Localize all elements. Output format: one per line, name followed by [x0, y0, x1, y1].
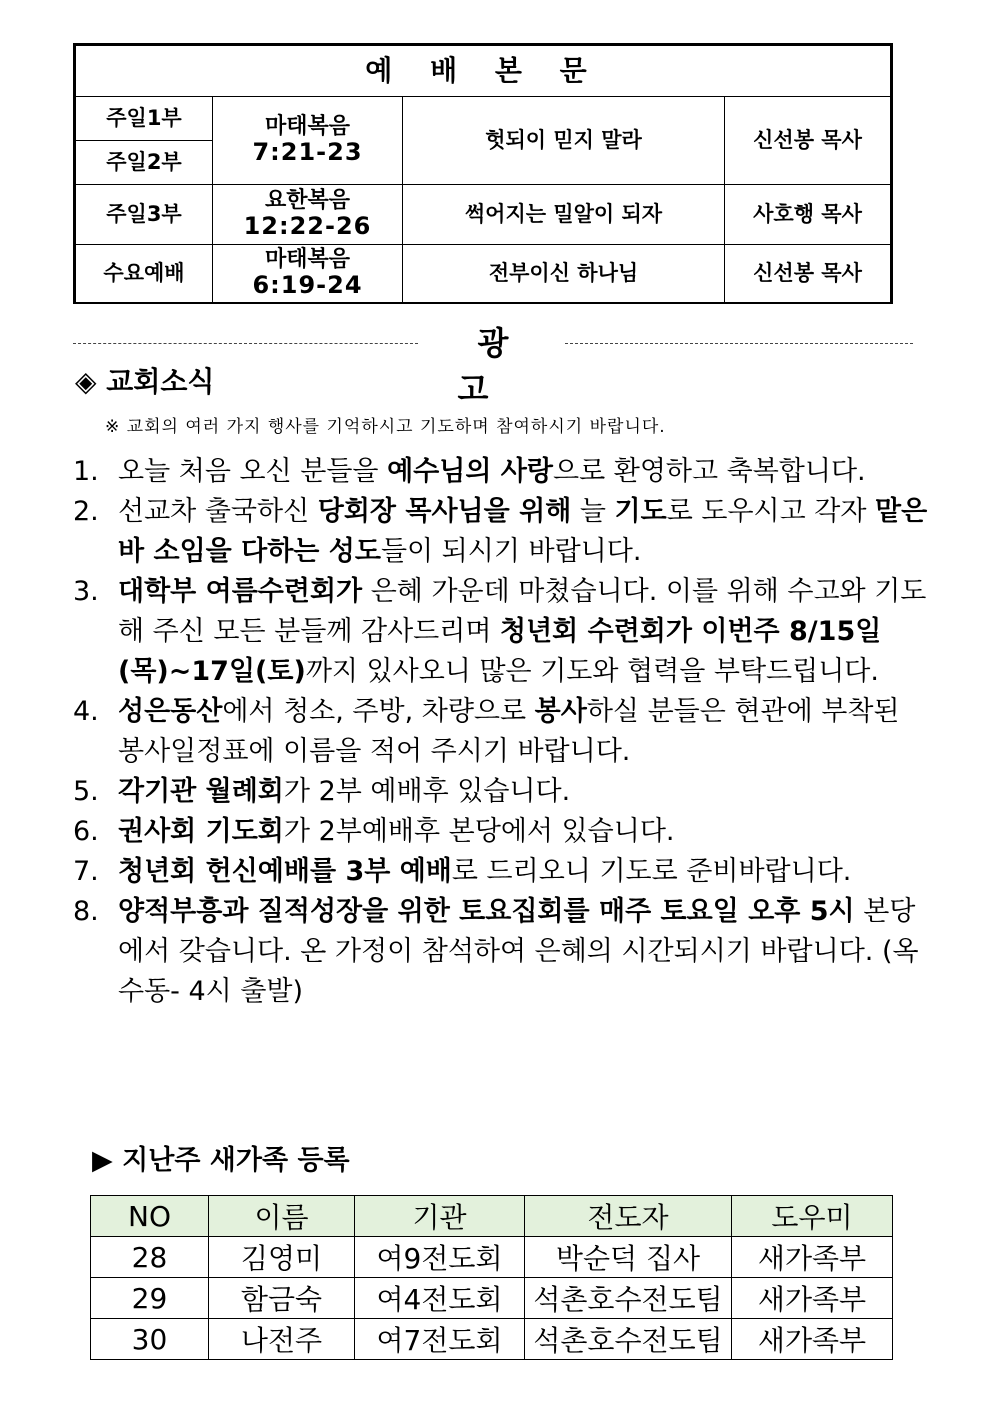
list-item	[73, 492, 933, 572]
table-cell: 함금숙	[209, 1278, 355, 1319]
dashed-divider	[565, 343, 913, 344]
item-number: 4.	[73, 696, 99, 727]
item-text	[118, 892, 933, 1012]
scripture-cell	[213, 245, 403, 303]
item-plain: 은혜 가운데 마쳤습니다. 이를 위해 수고와 기도해 주신 모든 분들께 감사드리며	[118, 576, 927, 647]
list-item	[73, 772, 933, 812]
announcement-list	[73, 452, 933, 1012]
item-number: 6.	[73, 816, 99, 847]
item-text	[118, 772, 933, 812]
item-number: 7.	[73, 856, 99, 887]
table-header-row	[91, 1196, 893, 1237]
list-item	[73, 452, 933, 492]
scripture-book: 마태복음	[264, 247, 350, 273]
item-number: 1.	[73, 456, 99, 487]
scripture-ref: 6:19-24	[252, 271, 363, 300]
scripture-book: 요한복음	[264, 188, 350, 214]
sermon-title: 헛되이 믿지 말라	[403, 97, 725, 185]
column-header: 기관	[355, 1196, 525, 1237]
item-text	[118, 452, 933, 492]
item-number: 3.	[73, 576, 99, 607]
section-title: ◈ 교회소식	[75, 365, 215, 398]
item-plain: 오늘 처음 오신 분들을	[118, 456, 388, 487]
sermon-title: 썩어지는 밀알이 되자	[403, 185, 725, 245]
new-family-title: ▶ 지난주 새가족 등록	[92, 1145, 350, 1176]
column-header: 이름	[209, 1196, 355, 1237]
item-plain: 로 도우시고 각자	[666, 496, 876, 527]
table-cell: 여7전도회	[355, 1319, 525, 1360]
item-emphasis: 청년회 헌신예배를 3부 예배	[118, 856, 452, 887]
list-item	[73, 852, 933, 892]
table-cell: 30	[91, 1319, 209, 1360]
table-cell: 석촌호수전도팀	[525, 1278, 732, 1319]
sermon-title: 전부이신 하나님	[403, 245, 725, 303]
item-emphasis: 봉사	[534, 696, 587, 727]
item-emphasis: 대학부 여름수련회가	[118, 576, 363, 607]
item-plain: 선교차 출국하신	[118, 496, 318, 527]
table-cell: 여4전도회	[355, 1278, 525, 1319]
item-text	[118, 492, 933, 572]
dashed-divider	[73, 343, 418, 344]
item-number: 8.	[73, 896, 99, 927]
scripture-cell	[213, 185, 403, 245]
worship-title: 예 배 본 문	[76, 46, 891, 97]
table-row	[91, 1319, 893, 1360]
item-emphasis: 당회장 목사님을 위해	[317, 496, 572, 527]
item-plain: 들이 되시기 바랍니다.	[380, 536, 642, 567]
list-item	[73, 892, 933, 1012]
item-emphasis: 권사회 기도회	[118, 816, 284, 847]
table-cell: 새가족부	[732, 1237, 893, 1278]
item-emphasis: 예수님의 사랑	[387, 456, 553, 487]
item-text	[118, 852, 933, 892]
item-plain: 로 드리오니 기도로 준비바랍니다.	[451, 856, 852, 887]
new-family-table	[90, 1195, 893, 1360]
table-cell: 28	[91, 1237, 209, 1278]
table-cell: 여9전도회	[355, 1237, 525, 1278]
item-text	[118, 692, 933, 772]
table-cell: 나전주	[209, 1319, 355, 1360]
table-cell: 김영미	[209, 1237, 355, 1278]
worship-table	[73, 43, 893, 304]
item-plain: 으로 환영하고 축복합니다.	[552, 456, 866, 487]
item-text	[118, 812, 933, 852]
item-plain: 까지 있사오니 많은 기도와 협력을 부탁드립니다.	[305, 656, 879, 687]
scripture-cell	[213, 97, 403, 185]
table-cell: 석촌호수전도팀	[525, 1319, 732, 1360]
list-item	[73, 812, 933, 852]
table-cell: 29	[91, 1278, 209, 1319]
item-number: 2.	[73, 496, 99, 527]
item-emphasis: 양적부흥과 질적성장을 위한 토요집회를 매주 토요일 오후 5시	[118, 896, 855, 927]
column-header: NO	[91, 1196, 209, 1237]
item-plain: 가 2부예배후 본당에서 있습니다.	[283, 816, 675, 847]
preacher: 사호행 목사	[725, 185, 891, 245]
item-plain: 늘	[571, 496, 615, 527]
item-emphasis: 각기관 월례회	[118, 776, 284, 807]
service-name: 수요예배	[76, 245, 213, 303]
preacher: 신선봉 목사	[725, 97, 891, 185]
service-name: 주일1부	[76, 97, 213, 141]
item-plain: 에서 청소, 주방, 차량으로	[222, 696, 535, 727]
service-name: 주일3부	[76, 185, 213, 245]
scripture-ref: 7:21-23	[252, 138, 363, 167]
scripture-ref: 12:22-26	[243, 212, 372, 241]
column-header: 전도자	[525, 1196, 732, 1237]
item-emphasis: 맡은바 소임을 다하는 성도	[118, 496, 928, 567]
item-emphasis: 성은동산	[118, 696, 223, 727]
table-row	[91, 1237, 893, 1278]
section-note: ※ 교회의 여러 가지 행사를 기억하시고 기도하며 참여하시기 바랍니다.	[105, 417, 666, 437]
item-text	[118, 572, 933, 692]
item-plain: 가 2부 예배후 있습니다.	[283, 776, 571, 807]
item-number: 5.	[73, 776, 99, 807]
item-emphasis: 기도	[614, 496, 667, 527]
list-item	[73, 692, 933, 772]
item-emphasis: 청년회 수련회가 이번주 8/15일(목)~17일(토)	[118, 616, 882, 687]
table-row	[91, 1278, 893, 1319]
item-plain: 하실 분들은 현관에 부착된 봉사일정표에 이름을 적어 주시기 바랍니다.	[118, 696, 900, 767]
table-cell: 새가족부	[732, 1319, 893, 1360]
scripture-book: 마태복음	[264, 114, 350, 140]
list-item	[73, 572, 933, 692]
table-cell: 새가족부	[732, 1278, 893, 1319]
table-cell: 박순덕 집사	[525, 1237, 732, 1278]
announcement-title: 광고	[457, 324, 549, 408]
preacher: 신선봉 목사	[725, 245, 891, 303]
item-plain: 본당에서 갖습니다. 온 가정이 참석하여 은혜의 시간되시기 바랍니다. (옥수동- 4시 출발)	[118, 896, 919, 1007]
service-name: 주일2부	[76, 141, 213, 185]
column-header: 도우미	[732, 1196, 893, 1237]
